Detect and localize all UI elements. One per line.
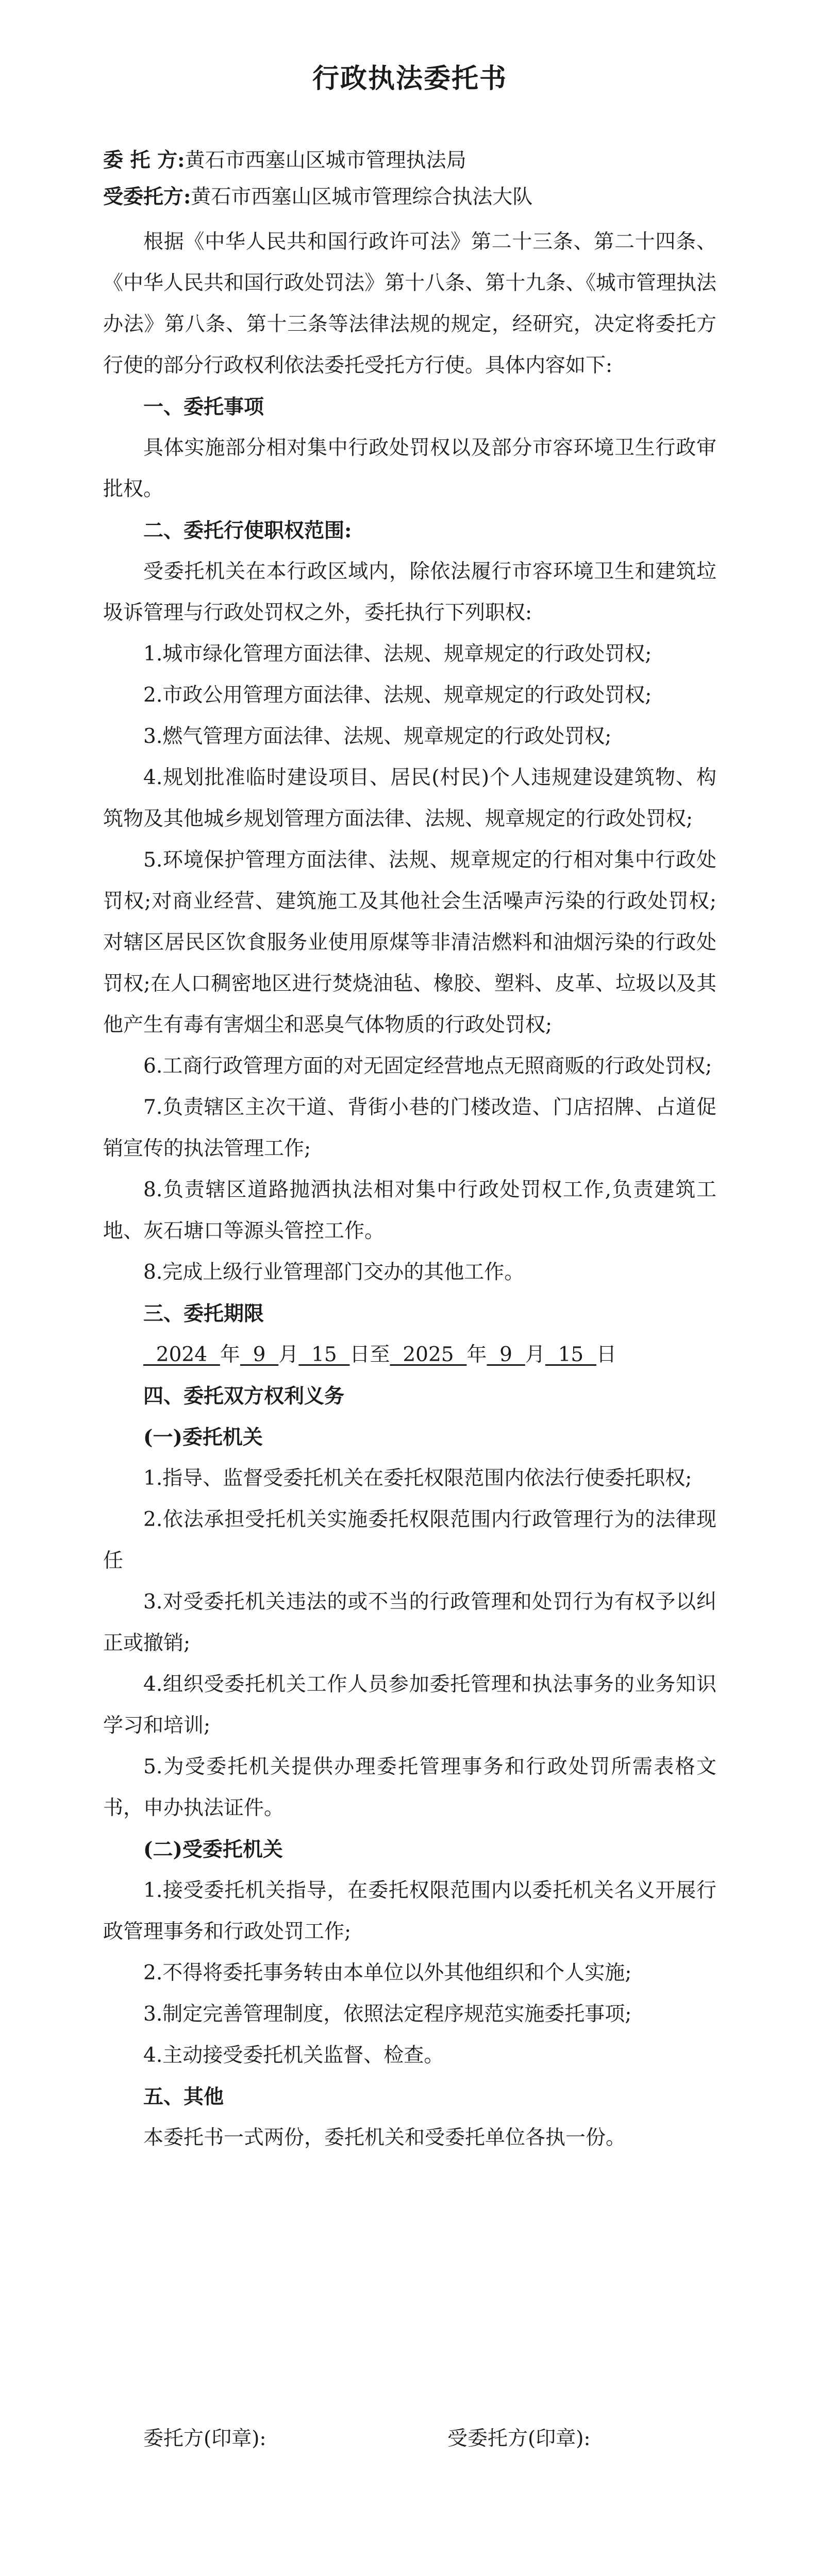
section-4-sub-1-heading: (一)委托机关	[143, 1426, 263, 1449]
term-to-label: 至	[370, 1343, 390, 1366]
term-day-label: 日	[596, 1343, 617, 1366]
agent-seal-label: 受委托方(印章):	[447, 2427, 591, 2450]
section-2-item: 7.负责辖区主次干道、背街小巷的门楼改造、门店招牌、占道促销宣传的执法管理工作;	[103, 1096, 716, 1160]
section-4-sub-2-item: 1.接受委托机关指导，在委托权限范围内以委托机关名义开展行政管理事务和行政处罚工作;	[103, 1879, 716, 1943]
section-2-item: 5.环境保护管理方面法律、法规、规章规定的行相对集中行政处罚权;对商业经营、建筑施工及其他社会生活噪声污染的行政处罚权;对辖区居民区饮食服务业使用原煤等非清洁燃料和油烟污染的行政处罚权;在人口稠密地区进行焚烧油毡、橡胶、塑料、皮革、垃圾以及其他产生有毒有害烟尘和恶臭气体物质的行政处罚权;	[103, 849, 716, 1037]
section-4-sub-2-item: 4.主动接受委托机关监督、检查。	[143, 2044, 444, 2067]
section-4-sub-2-heading: (二)受委托机关	[143, 1838, 283, 1861]
term-end-month: 9	[487, 1343, 525, 1366]
section-1-heading: 一、委托事项	[143, 395, 264, 419]
section-4-sub-1-item: 4.组织受委托机关工作人员参加委托管理和执法事务的业务知识学习和培训;	[103, 1673, 716, 1737]
term-month-label: 月	[525, 1343, 545, 1366]
section-4-sub-2-item: 2.不得将委托事务转由本单位以外其他组织和个人实施;	[143, 1961, 632, 1985]
section-5-text: 本委托书一式两份，委托机关和受委托单位各执一份。	[143, 2126, 626, 2149]
principal-seal-label: 委托方(印章):	[143, 2427, 266, 2450]
section-4-sub-2-item: 3.制定完善管理制度，依照法定程序规范实施委托事项;	[143, 2003, 632, 2026]
term-start-month: 9	[240, 1343, 279, 1366]
section-2-item: 3.燃气管理方面法律、法规、规章规定的行政处罚权;	[143, 725, 612, 748]
agent-value: 黄石市西塞山区城市管理综合执法大队	[191, 185, 533, 209]
term-year-label: 年	[220, 1343, 240, 1366]
section-4-heading: 四、委托双方权利义务	[143, 1384, 345, 1408]
term-day-label: 日	[349, 1343, 370, 1366]
section-4-sub-1-item: 5.为受委托机关提供办理委托管理事务和行政处罚所需表格文书，申办执法证件。	[103, 1755, 716, 1820]
term-end-day: 15	[545, 1343, 597, 1366]
term-end-year: 2025	[390, 1343, 467, 1366]
section-1-text: 具体实施部分相对集中行政处罚权以及部分市容环境卫生行政审批权。	[103, 436, 716, 501]
intro-paragraph: 根据《中华人民共和国行政许可法》第二十三条、第二十四条、《中华人民共和国行政处罚法》第十八条、第十九条、《城市管理执法办法》第八条、第十三条等法律法规的规定，经研究，决定将委托方行使的部分行政权利依法委托受托方行使。具体内容如下:	[103, 230, 716, 377]
principal-label: 委 托 方:	[103, 148, 185, 172]
section-4-sub-1-item: 2.依法承担受托机关实施委托权限范围内行政管理行为的法律现任	[103, 1508, 716, 1572]
section-2-item: 1.城市绿化管理方面法律、法规、规章规定的行政处罚权;	[143, 642, 652, 666]
section-2-heading: 二、委托行使职权范围:	[143, 519, 352, 543]
term-year-label: 年	[466, 1343, 487, 1366]
section-2-item: 8.负责辖区道路抛洒执法相对集中行政处罚权工作,负责建筑工地、灰石塘口等源头管控工作。	[103, 1178, 716, 1243]
section-2-intro: 受委托机关在本行政区域内，除依法履行市容环境卫生和建筑垃圾诉管理与行政处罚权之外，委托执行下列职权:	[103, 560, 716, 624]
section-3-heading: 三、委托期限	[143, 1302, 264, 1326]
document-title: 行政执法委托书	[312, 63, 507, 94]
section-5-heading: 五、其他	[143, 2085, 224, 2109]
agent-label: 受委托方:	[103, 185, 191, 209]
principal-value: 黄石市西塞山区城市管理执法局	[185, 149, 466, 172]
section-2-item: 2.市政公用管理方面法律、法规、规章规定的行政处罚权;	[143, 684, 652, 707]
section-2-item: 8.完成上级行业管理部门交办的其他工作。	[143, 1261, 525, 1284]
term-start-year: 2024	[143, 1343, 220, 1366]
section-4-sub-1-item: 3.对受委托机关违法的或不当的行政管理和处罚行为有权予以纠正或撤销;	[103, 1590, 716, 1655]
principal-line	[103, 145, 716, 176]
section-2-item: 4.规划批准临时建设项目、居民(村民)个人违规建设建筑物、构筑物及其他城乡规划管理方面法律、法规、规章规定的行政处罚权;	[103, 766, 716, 831]
term-period	[103, 1334, 716, 1376]
term-start-day: 15	[298, 1343, 350, 1366]
document-body	[103, 222, 716, 2159]
agent-line	[103, 182, 716, 212]
section-2-item: 6.工商行政管理方面的对无固定经营地点无照商贩的行政处罚权;	[143, 1055, 712, 1078]
section-4-sub-1-item: 1.指导、监督受委托机关在委托权限范围内依法行使委托职权;	[143, 1467, 692, 1490]
term-month-label: 月	[278, 1343, 299, 1366]
